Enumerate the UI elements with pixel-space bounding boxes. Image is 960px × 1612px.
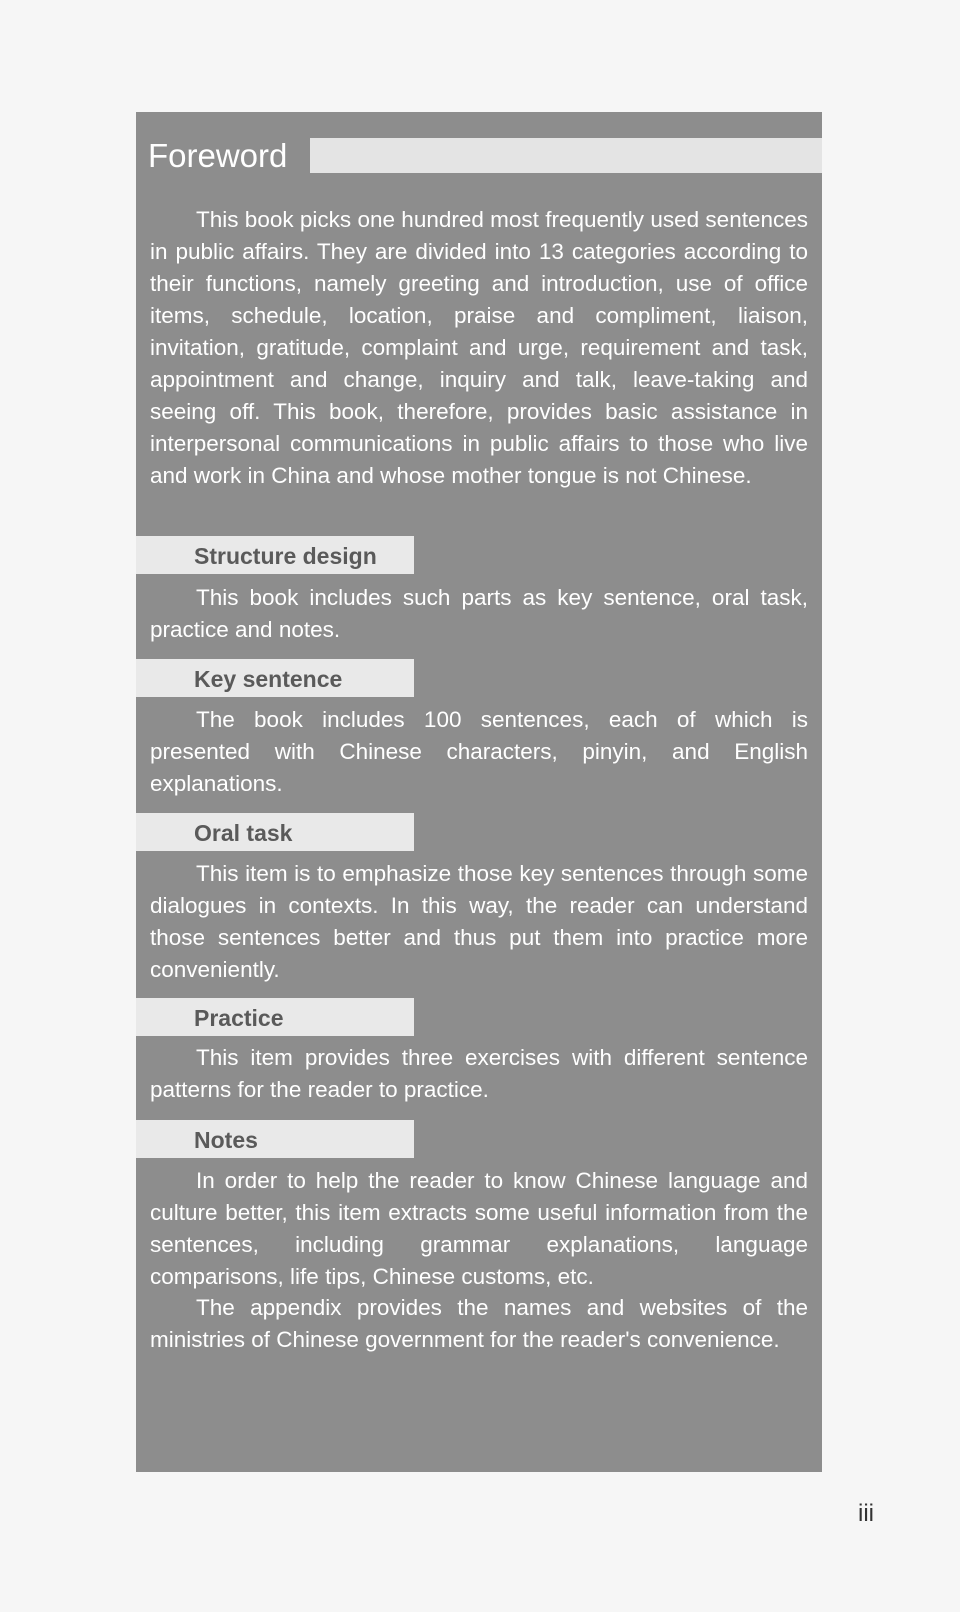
section-heading-practice (136, 998, 414, 1036)
practice-paragraph: This item provides three exercises with different sentence patterns for the reader to practice. (150, 1045, 808, 1102)
title-strip (310, 138, 822, 173)
key-sentence-paragraph: The book includes 100 sentences, each of which is presented with Chinese characters, pinyin, and English explanations. (150, 707, 808, 796)
section-heading-label: Notes (194, 1127, 258, 1153)
structure-design-paragraph: This book includes such parts as key sentence, oral task, practice and notes. (150, 585, 808, 642)
section-heading-label: Structure design (194, 543, 377, 569)
notes-paragraph: In order to help the reader to know Chinese language and culture better, this item extracts some useful information from the sentences, including grammar explanations, language comparisons, life tips, Chinese customs, etc. (150, 1168, 808, 1289)
section-heading-label: Key sentence (194, 666, 343, 692)
section-heading-oral-task (136, 813, 414, 851)
title-bar (136, 136, 822, 174)
oral-task-paragraph: This item is to emphasize those key sentences through some dialogues in contexts. In this way, the reader can understand those sentences better and thus put them into practice more conveniently. (150, 861, 808, 982)
section-heading-label: Practice (194, 1005, 284, 1031)
section-heading-key-sentence (136, 659, 414, 697)
appendix-paragraph: The appendix provides the names and websites of the ministries of Chinese government for the reader's convenience. (150, 1295, 808, 1352)
section-heading-notes (136, 1120, 414, 1158)
page-title: Foreword (148, 137, 288, 174)
page-number: iii (858, 1500, 874, 1527)
section-heading-label: Oral task (194, 820, 293, 846)
section-heading-structure-design (136, 536, 414, 574)
intro-paragraph: This book picks one hundred most frequently used sentences in public affairs. They are divided into 13 categories according to their functions, namely greeting and introduction, use of office items, schedule, location, praise and compliment, liaison, invitation, gratitude, complaint and urge, requirement and task, appointment and change, inquiry and talk, leave-taking and seeing off. This book, therefore, provides basic assistance in interpersonal communications in public affairs to those who live and work in China and whose mother tongue is not Chinese. (150, 207, 808, 488)
